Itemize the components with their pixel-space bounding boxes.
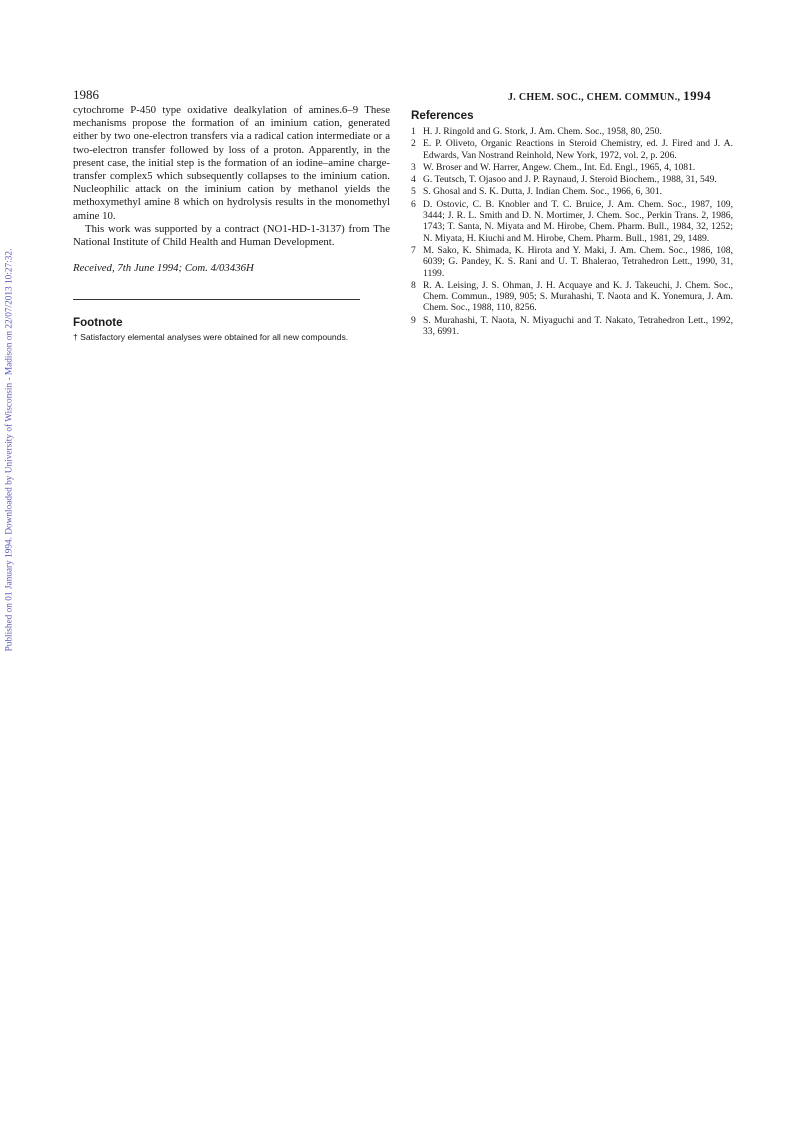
reference-number: 1 [411, 126, 416, 137]
left-column [73, 104, 390, 344]
reference-item [411, 174, 733, 185]
reference-text: D. Ostovic, C. B. Knobler and T. C. Bruice, J. Am. Chem. Soc., 1987, 109, 3444; J. R. L. Smith and D. N. Mortimer, J. Chem. Soc., Perkin Trans. 2, 1986, 1743; T. Santa, N. Miyata and M. Hirobe, Chem. Pharm. Bull., 1984, 32, 1252; N. Miyata, H. Kiuchi and M. Hirobe, Chem. Pharm. Bull., 1981, 29, 1489. [423, 198, 733, 244]
reference-number: 5 [411, 186, 416, 198]
reference-item [411, 315, 733, 338]
reference-text: M. Sako, K. Shimada, K. Hirota and Y. Maki, J. Am. Chem. Soc., 1986, 108, 6039; G. Pandey, K. S. Rani and U. T. Bhalerao, Tetrahedron Lett., 1990, 31, 1199. [423, 244, 733, 279]
footnote-text: † Satisfactory elemental analyses were obtained for all new compounds. [73, 332, 349, 343]
reference-item [411, 162, 733, 173]
reference-number: 4 [411, 174, 416, 186]
reference-number: 2 [411, 138, 416, 150]
reference-item [411, 199, 733, 244]
reference-item [411, 280, 733, 314]
right-column [411, 109, 733, 338]
reference-number: 9 [411, 314, 416, 326]
footnote-divider [73, 299, 360, 300]
reference-number: 3 [411, 161, 416, 173]
reference-item [411, 138, 733, 161]
body-text [73, 104, 390, 249]
journal-header [508, 88, 711, 104]
reference-text: G. Teutsch, T. Ojasoo and J. P. Raynaud, J. Steroid Biochem., 1988, 31, 549. [423, 174, 717, 186]
reference-text: W. Broser and W. Harrer, Angew. Chem., Int. Ed. Engl., 1965, 4, 1081. [423, 161, 696, 173]
reference-text: S. Ghosal and S. K. Dutta, J. Indian Chem. Soc., 1966, 6, 301. [423, 186, 663, 198]
reference-text: E. P. Oliveto, Organic Reactions in Steroid Chemistry, ed. J. Fired and J. A. Edwards, Van Nostrand Reinhold, New York, 1972, vol. 2, p. 206. [423, 138, 733, 161]
reference-number: 8 [411, 279, 416, 291]
reference-item [411, 245, 733, 279]
download-watermark-text: Published on 01 January 1994. Downloaded by University of Wisconsin - Madison on 22/07/2013 10:27:32. [4, 248, 14, 652]
download-watermark [1, 212, 17, 688]
reference-text: S. Murahashi, T. Naota, N. Miyaguchi and T. Nakato, Tetrahedron Lett., 1992, 33, 6991. [423, 314, 733, 338]
page-number: 1986 [73, 87, 99, 102]
reference-number: 7 [411, 244, 416, 256]
reference-item [411, 126, 733, 137]
journal-year: 1994 [683, 88, 712, 103]
references-heading: References [411, 109, 474, 122]
journal-name: J. CHEM. SOC., CHEM. COMMUN., [508, 92, 681, 103]
reference-number: 6 [411, 198, 416, 210]
reference-list [411, 126, 733, 337]
reference-text: H. J. Ringold and G. Stork, J. Am. Chem. Soc., 1958, 80, 250. [423, 126, 662, 137]
body-paragraph-2: This work was supported by a contract (NO1-HD-1-3137) from The National Institute of Child Health and Human Development. [73, 222, 390, 249]
received-line: Received, 7th June 1994; Com. 4/03436H [73, 262, 254, 275]
reference-text: R. A. Leising, J. S. Ohman, J. H. Acquaye and K. J. Takeuchi, J. Chem. Soc., Chem. Commun., 1989, 905; S. Murahashi, T. Naota and K. Yonemura, J. Am. Chem. Soc., 1988, 110, 8256. [423, 279, 733, 314]
reference-item [411, 186, 733, 197]
footnote-heading: Footnote [73, 316, 123, 330]
body-paragraph-1: cytochrome P-450 type oxidative dealkylation of amines.6–9 These mechanisms propose the formation of an iminium cation, generated either by two one-electron transfers via a radical cation intermediate or a two-electron transfer followed by loss of a proton. Apparently, in the present case, the initial step is the formation of an iodine–amine charge-transfer complex5 which subsequently collapses to the iminium cation. Nucleophilic attack on the iminium cation by methanol yields the methoxymethyl amine 8 which on hydrolysis results in the monomethyl amine 10. [73, 104, 390, 222]
